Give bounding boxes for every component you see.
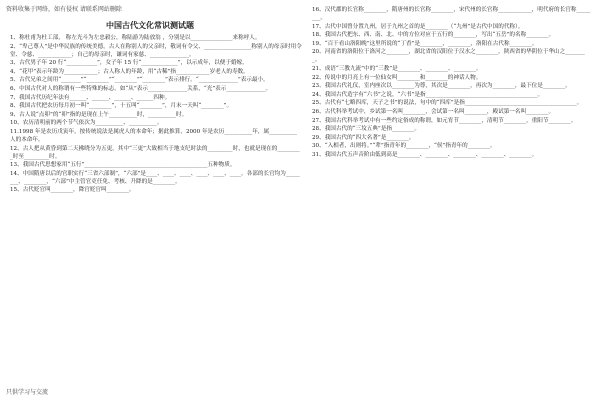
question-item: 14、中国隋唐以后的官职实行“三省六部制”，“六部”是____、____、____、____、____、____。各部的长官均为________、________，“六部”中主管官吏任免、考核、升降的是________。 xyxy=(10,170,300,185)
question-item: 2、“卑己尊人”是中华民族的传统美德，古人在称别人的父亲时，敬词有令父、_________________称别人的母亲时用令堂、令慈、____________；自己的母亲时，谦词有家慈、______________。 xyxy=(10,43,302,58)
question-item: 15、古代贬官叫________，降官贬官叫________。 xyxy=(10,187,135,194)
question-item: 8、我国古代把农历每月初一叫“________”，十五叫“________”，月末一天叫“________”。 xyxy=(10,103,233,110)
question-item: 23、我国古代礼仪，室内座次以________为尊，其次是________，再次为________，最下位是________。 xyxy=(312,83,571,90)
question-item: 13、我国古代思想家用“五行”____________________________________________五种物质。 xyxy=(10,162,236,169)
question-item: 5、古代兄弟之间用“_______”“________”“________”“________”表示排行。“______________”表示最小。 xyxy=(10,77,269,84)
question-item: 19、“百干看山洛阳晚”这里所说的“丁香”是________，________，洛阳在古代称________。 xyxy=(312,40,538,47)
question-item: 27、我国古代科举考试中有一些约定俗成的称谓，如元宵节________，清明节________，重阳节________。 xyxy=(312,117,577,124)
question-item: 22、传说中的月亮上有一位仙女叫________和________的神话人物。 xyxy=(312,74,482,81)
page-title: 中国古代文化常识测试题 xyxy=(106,20,194,30)
question-item: 1、称杜甫为杜工部， 称左光斗为左忠毅公，称陆游为陆放翁 ，分别是以_______________来称呼人。 xyxy=(10,35,261,41)
question-item: 9、古人说“点卯”的“卯”指的是现在上午__________时，__________时。 xyxy=(10,111,188,118)
left-column xyxy=(10,34,302,195)
question-item: 17、古代中国曾分置九州，居于九州之首的是________（“九州”是古代中国的代称）。 xyxy=(312,23,524,30)
question-item: 4、“花甲”表示年龄为____________；古人称人的年龄，用“古稀”指____________岁老人的寿数。 xyxy=(10,68,249,75)
question-item: 16、汉代郡的长官称________，隋唐州的长官称________，宋代州的长官称____________，明代府的长官称________。 xyxy=(312,7,591,21)
question-item: 31、我国古代五声音阶由低到高是________、________、________、________、________。 xyxy=(312,151,538,158)
question-item: 10、农历清明前的两个节气依次为__________、__________。 xyxy=(10,120,163,127)
right-column xyxy=(312,6,592,160)
question-item: 29、我国古代的“四大名著”是________。 xyxy=(312,134,415,141)
header-note: 资料收集于网络，如有侵权 请联系网站删除 xyxy=(6,6,122,13)
question-item: 30、“入相者，出则将。”“辈”指青年的________，“侯”指青年的________。 xyxy=(312,143,496,150)
question-item: 7、我国古代历纪年法有______、______、______、______四种。 xyxy=(10,94,171,101)
question-item: 12、古人把从黄昏到第二天拂晓分为五更。其中“三更”大致相当于地支纪时法的_________时，也就是现在的_________时至_________时。 xyxy=(10,145,300,160)
question-item: 6、中国古代对人的称谓有一些特殊的标志。如“从”表示______________关系，“光”表示______________。 xyxy=(10,85,272,92)
question-item: 26、古代科举考试中，乡试第一名叫________，会试第一名叫________，殿试第一名叫________。 xyxy=(312,108,555,115)
question-item: 20、河南省的洛阳位于洛河之________，湖北省的汉阳位于汉水之________，陕西省的华阴位于华山之________。 xyxy=(312,49,585,64)
question-item: 28、我国古代的“三坟五典”是指________。 xyxy=(312,126,420,133)
footer-note: 只供学习与交流 xyxy=(6,389,49,396)
question-item: 11.1998 年是农历戊寅年，按传统说法是属虎人的本命年；据此推算，2000 年是农历__________年，属__________人的本命年。 xyxy=(10,128,298,143)
question-item: 18、我国古代把东、西、南、北、中的方位对应于五行的________，写出“五岳”的名称________。 xyxy=(312,32,555,39)
question-item: 21、成语“三教九流”中的“三教”是________、________、________。 xyxy=(312,65,482,72)
question-item: 3、古代男子年 20 行“___________”，女子年 15 行“_____________”，以示成年，以便于婚嫁。 xyxy=(10,60,248,67)
question-item: 24、我国古代造字有“六书”之说，“六书”是指________________________________________。 xyxy=(312,91,544,98)
question-item: 25、古代有“七略四库，天子之书”的说法，句中的“四库”是指________________________________________。 xyxy=(312,100,583,107)
